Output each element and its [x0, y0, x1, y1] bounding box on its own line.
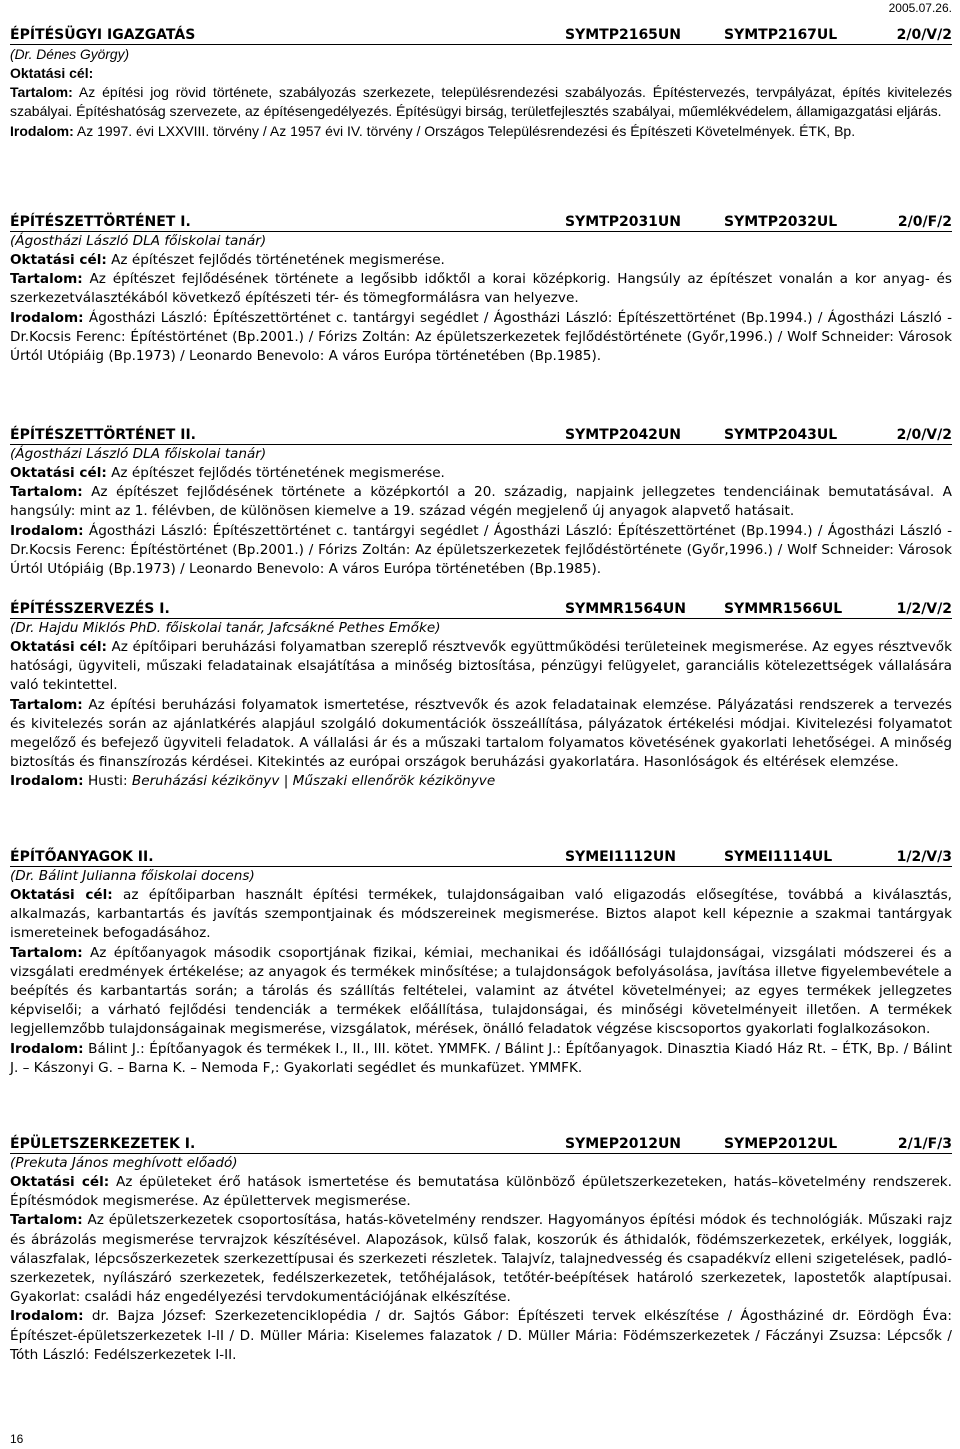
course-code-lecture: SYMTP2042UN: [565, 427, 682, 443]
literature-book-1: Beruházási kézikönyv: [131, 773, 280, 790]
course-title: ÉPÍTÉSÜGYI IGAZGATÁS: [10, 27, 196, 43]
course-epiteszettortenet-2: [10, 427, 952, 579]
course-title: ÉPÜLETSZERKEZETEK I.: [10, 1136, 196, 1152]
course-content: [10, 944, 952, 1040]
course-code-practice: SYMTP2167UL: [724, 27, 838, 43]
content-text: Az építészet fejlődésének története a legősibb időktől a korai középkorig. Hangsúly az építészet vonalán a kor anyag- és szerkezetválasztékából következő építészeti tér- és tömegformálásra van helyezve.: [10, 271, 953, 307]
course-header: [10, 27, 952, 45]
course-code-practice: SYMTP2043UL: [724, 427, 838, 443]
goal-label: Oktatási cél:: [10, 1174, 110, 1190]
course-code-practice: SYMEI1114UL: [724, 849, 833, 865]
course-goal: [10, 1173, 952, 1211]
course-header: [10, 214, 952, 232]
course-literature: [10, 772, 952, 791]
literature-text: Ágostházi László: Építészettörténet c. tantárgyi segédlet / Ágostházi László: Építészettörténet (Bp.1994.) / Ágostházi László - Dr.Kocsis Ferenc: Építéstörténet (Bp.2001.) / Fórizs Zoltán: Az épületszerkezetek fejlődéstörténete (Győr,1996.) / Wolf Schneider: Városok Úrtól Utópiáig (Bp.1973) / Leonardo Benevolo: A város Európa történetében (Bp.1985).: [10, 522, 952, 578]
literature-text: dr. Bajza József: Szerkezetenciklopédia / dr. Sajtós Gábor: Építészeti tervek elkészítése / Ágostháziné dr. Eördögh Éva: Építészet-épületszerkezetek I-II / D. Müller Mária: Kiselemes falazatok / D. Müller Mária: Födémszerkezetek / Fáczányi Zsuzsa: Lépcsők / Tóth László: Fedélszerkezetek I-II.: [10, 1308, 953, 1363]
literature-label: Irodalom:: [10, 309, 84, 326]
course-content: [10, 696, 952, 773]
literature-separator: |: [279, 773, 293, 790]
goal-text: Az építészet fejlődés történetének megismerése.: [111, 465, 445, 481]
content-text: Az építőanyagok második csoportjának fizikai, kémiai, mechanikai és időállósági tulajdonságai, vizsgálati módszerei és a vizsgálati eredmények értékelése; az anyagok és termékek minősítése; a tulajdonságok befolyásolása, javítása illetve figyelembevétele a beépítés és karbantartás során; a tárolás és szállítás feltételei, valamint az átvétel követelményei; az egyes termékek jellegzetes képviselői; a várható fejlődési tendenciák a termékek előállítása, tulajdonságai, és minőségi követelményeit illetően. A termékek legjellemzőbb tulajdonságainak megismerése, vizsgálatok, mérések, önálló feladatok végzése kiscsoportos gyakorlati foglalkozásokon.: [10, 944, 952, 1038]
course-header: [10, 427, 952, 445]
course-code-lecture: SYMEP2012UN: [565, 1136, 682, 1152]
course-lecturer: (Dr. Hajdu Miklós PhD. főiskolai tanár, Jafcsákné Pethes Emőke): [10, 620, 441, 636]
literature-book-2: Műszaki ellenőrök kézikönyve: [292, 773, 496, 790]
course-lecturer: (Dr. Dénes György): [10, 47, 130, 62]
goal-label: Oktatási cél:: [10, 465, 107, 481]
literature-label: Irodalom:: [10, 122, 74, 139]
course-epitesugyi-igazgatas: [10, 27, 952, 141]
content-text: Az építészet fejlődésének története a középkortól a 20. századig, napjaink jellegzetes tendenciáinak bemutatásával. A hangsúly: mint az 1. félévben, de különösen kiemelve a 19. század végén megjelenő új anyagok alapvető hatásait.: [10, 484, 952, 520]
course-header: [10, 849, 952, 867]
course-lecturer: (Ágostházi László DLA főiskolai tanár): [10, 233, 267, 249]
goal-label: Oktatási cél:: [10, 639, 107, 655]
course-epiteszettortenet-1: [10, 214, 952, 366]
content-label: Tartalom:: [10, 1212, 83, 1229]
content-label: Tartalom:: [10, 944, 83, 961]
course-code-practice: SYMMR1566UL: [724, 601, 843, 617]
goal-label: Oktatási cél:: [10, 65, 94, 81]
content-label: Tartalom:: [10, 696, 83, 713]
goal-label: Oktatási cél:: [10, 887, 113, 903]
course-credits: 2/0/F/2: [897, 214, 952, 230]
literature-label: Irodalom:: [10, 1040, 84, 1057]
course-content: [10, 483, 952, 521]
course-literature: [10, 122, 952, 141]
course-goal: [10, 886, 952, 944]
literature-label: Irodalom:: [10, 773, 84, 790]
course-content: [10, 270, 952, 308]
course-title: ÉPÍTÉSZETTÖRTÉNET I.: [10, 214, 191, 230]
course-literature: [10, 1040, 952, 1078]
course-header: [10, 601, 952, 619]
course-epuletszerkezetek-1: [10, 1136, 952, 1365]
course-lecturer: (Ágostházi László DLA főiskolai tanár): [10, 446, 267, 462]
goal-label: Oktatási cél:: [10, 252, 107, 268]
content-text: Az építési beruházási folyamatok ismertetése, résztvevők és azok feladatainak elemzése. Pályázatási rendszerek a tervezés és kivitelezés során az ajánlatkérés alapjául szolgáló dokumentációk összeállítása, pályázatok értékelési módjai. Kivitelezési folyamatot megelőző és befejező ügyviteli feladatok. A vállalási ár és a műszaki tartalom folyamatos követésének gyakorlati lehetőségei. A minőség biztosítás és finanszírozás kérdései. Kitekintés az európai országok beruházási gyakorlatára. Hasonlóságok és eltérések elemzése.: [10, 696, 953, 771]
course-code-practice: SYMEP2012UL: [724, 1136, 838, 1152]
course-content: [10, 83, 952, 121]
course-credits: 2/0/V/2: [896, 27, 952, 43]
literature-text: Az 1997. évi LXXVIII. törvény / Az 1957 évi IV. törvény / Országos Településrendezési és Építészeti Követelmények. ÉTK, Bp.: [76, 122, 856, 139]
content-label: Tartalom:: [10, 484, 83, 501]
content-text: Az építési jog rövid története, szabályozás szerkezete, településrendezési szabályozás. Építéstervezés, tervpályázat, építés kivitelezés szabályai. Építéshatóság szervezete, az építésengedélyezés. Építésügyi birság, területfejlesztés szabályai, műemlékvédelem, államigazgatási eljárás.: [10, 84, 952, 120]
course-goal: [10, 638, 952, 696]
course-epitoanyagok-2: [10, 849, 952, 1078]
course-credits: 2/0/V/2: [896, 427, 952, 443]
course-header: [10, 1136, 952, 1154]
course-code-lecture: SYMTP2165UN: [565, 27, 682, 43]
course-title: ÉPÍTÉSZETTÖRTÉNET II.: [10, 427, 196, 443]
course-credits: 1/2/V/3: [896, 849, 952, 865]
content-text: Az épületszerkezetek csoportosítása, hatás-követelmény rendszer. Hagyományos építési módok és technológiák. Műszaki rajz és ábrázolás megismerése tervrajzok készítésével. Alapozások, külső falak, koszorúk és áthidalók, födémszerkezetek, erkélyek, loggiák, válaszfalak, lépcsőszerkezetek szerkezettípusai és szerkezeti részletek. Talajvíz, talajnedvesség és csapadékvíz elleni szigetelések, padló-szerkezetek, nyílászáró szerkezetek, fedélszerkezetek, tetőhéjalások, tetőtér-beépítések határoló szerkezetek, lapostetők alaptípusai. Gyakorlat: családi ház engedélyezési tervdokumentációjának elkészítése.: [10, 1212, 952, 1306]
course-title: ÉPÍTŐANYAGOK II.: [10, 849, 154, 865]
content-label: Tartalom:: [10, 84, 73, 101]
literature-label: Irodalom:: [10, 1308, 84, 1325]
goal-text: az építőiparban használt építési termékek, tulajdonságaiban való eligazodás elősegítése, továbbá a kiválasztás, alkalmazás, karbantartás és javítás szempontjainak és módszereinek megismerése. Biztos alapot kell képeznie a szakmai tantárgyak ismereteinek befogadásához.: [10, 887, 953, 942]
course-literature: [10, 309, 952, 367]
page-number: 16: [10, 1432, 24, 1446]
course-literature: [10, 1307, 952, 1365]
course-content: [10, 1211, 952, 1307]
course-lecturer: (Dr. Bálint Julianna főiskolai docens): [10, 868, 255, 884]
goal-text: Az épületeket érő hatások ismertetése és bemutatása különböző épületszerkezeteken, hatás–követelmény rendszerek. Építésmódok megismerése. Az épülettervek megismerése.: [10, 1174, 952, 1210]
course-credits: 1/2/V/2: [896, 601, 952, 617]
course-goal: [10, 251, 952, 270]
literature-text: Ágostházi László: Építészettörténet c. tantárgyi segédlet / Ágostházi László: Építészettörténet (Bp.1994.) / Ágostházi László - Dr.Kocsis Ferenc: Építéstörténet (Bp.2001.) / Fórizs Zoltán: Az épületszerkezetek fejlődéstörténete (Győr,1996.) / Wolf Schneider: Városok Úrtól Utópiáig (Bp.1973) / Leonardo Benevolo: A város Európa történetében (Bp.1985).: [10, 309, 952, 365]
course-code-lecture: SYMTP2031UN: [565, 214, 682, 230]
course-goal: [10, 64, 952, 83]
course-goal: [10, 464, 952, 483]
document-date: 2005.07.26.: [888, 1, 952, 15]
course-code-lecture: SYMEI1112UN: [565, 849, 676, 865]
goal-text: Az építészet fejlődés történetének megismerése.: [111, 252, 445, 268]
goal-text: Az építőipari beruházási folyamatban szereplő résztvevők együttműködési területeinek megismerése. Az egyes résztvevők hatósági, ügyviteli, műszaki feladatainak elsajátítása a minőség biztosítása, pénzügyi felügyelet, garanciális kötelezettségek vállalására való tekintettel.: [10, 639, 952, 694]
course-epitesszervezes-1: [10, 601, 952, 792]
literature-text: Bálint J.: Építőanyagok és termékek I., II., III. kötet. YMMFK. / Bálint J.: Építőanyagok. Dinasztia Kiadó Ház Rt. – ÉTK, Bp. / Bálint J. – Kászonyi G. – Barna K. – Nemoda F,: Gyakorlati segédlet és munkafüzet. YMMFK.: [10, 1040, 952, 1076]
literature-prefix: Husti:: [87, 773, 132, 790]
course-code-practice: SYMTP2032UL: [724, 214, 838, 230]
literature-label: Irodalom:: [10, 522, 84, 539]
course-title: ÉPÍTÉSSZERVEZÉS I.: [10, 601, 170, 617]
course-credits: 2/1/F/3: [897, 1136, 952, 1152]
course-lecturer: (Prekuta János meghívott előadó): [10, 1155, 238, 1171]
content-label: Tartalom:: [10, 271, 83, 288]
course-code-lecture: SYMMR1564UN: [565, 601, 686, 617]
course-literature: [10, 522, 952, 580]
